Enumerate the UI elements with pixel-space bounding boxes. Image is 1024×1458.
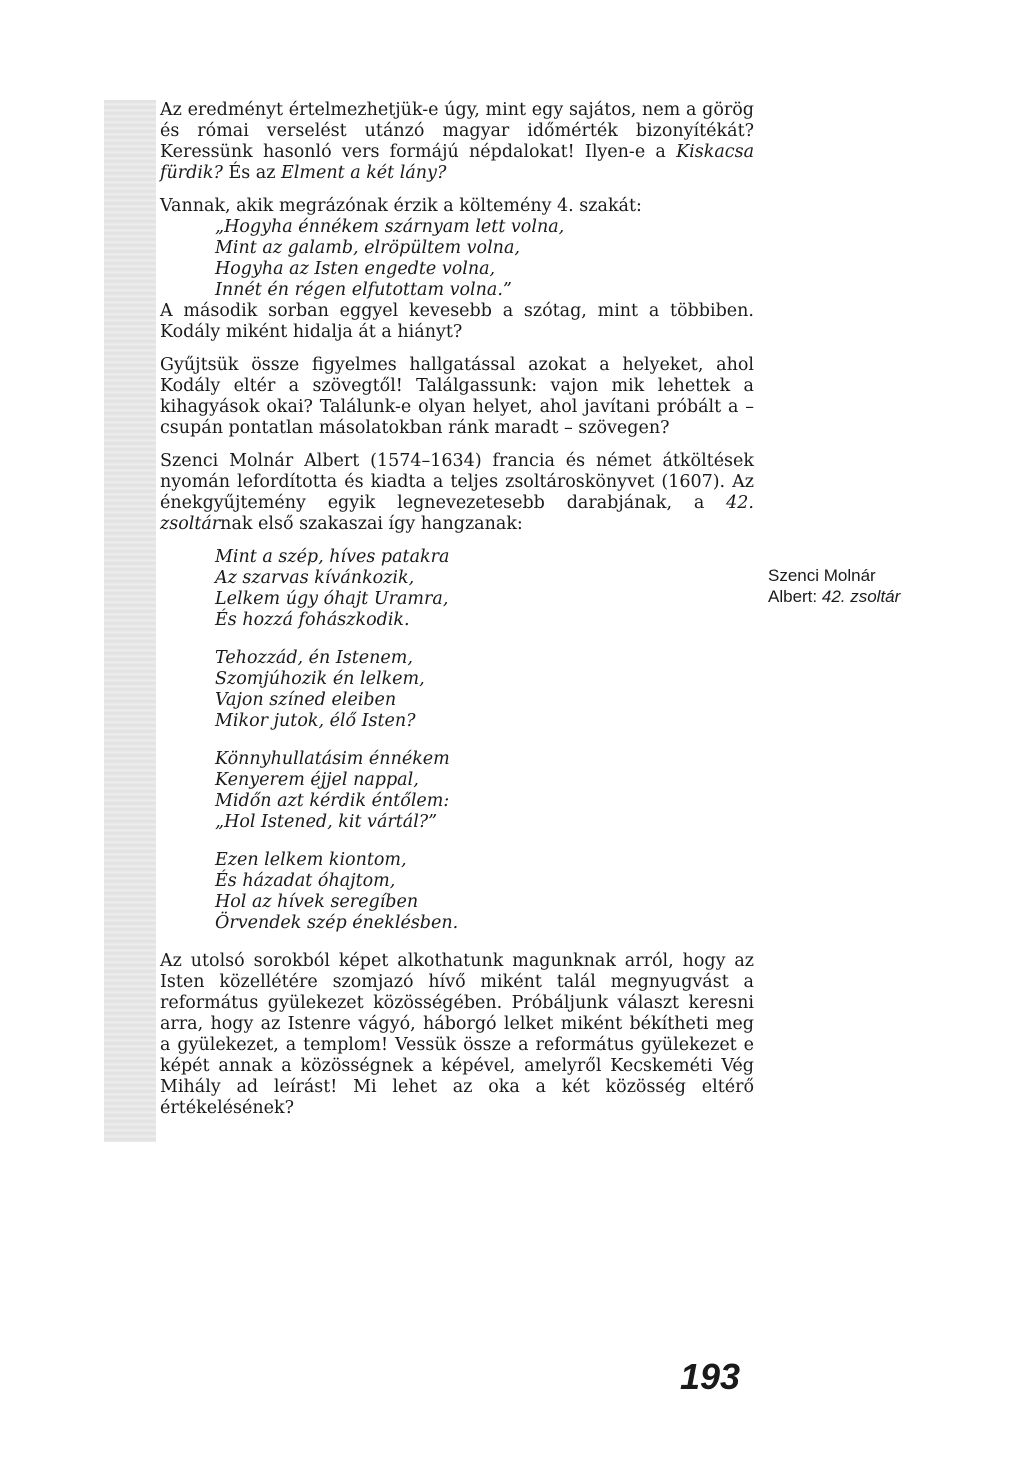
paragraph-1-text: Az eredményt értelmezhetjük-e úgy, mint egy sajátos, nem a görög és római verselést utánzó magyar időmérték bizonyítékát? Keressünk hasonló vers formájú népdalokat! Ilyen-e a: [160, 100, 754, 162]
margin-note-line-1: Szenci Molnár: [768, 566, 876, 585]
stanza-line: Mint az galamb, elröpültem volna,: [215, 238, 520, 258]
psalm-42: [215, 547, 754, 934]
psalm-line: Tehozzád, én Istenem,: [215, 648, 413, 668]
paragraph-1-joiner: És az: [222, 163, 282, 183]
song-title-elment: Elment a két lány?: [281, 163, 447, 183]
psalm-verse: [215, 648, 754, 732]
psalm-verse: [215, 850, 754, 934]
psalm-line: Midőn azt kérdik éntőlem:: [215, 791, 450, 811]
psalm-verse: [215, 547, 754, 631]
margin-note: [768, 565, 968, 607]
paragraph-4: [160, 451, 754, 535]
paragraph-4-end: nak első szakaszai így hangzanak:: [220, 514, 523, 534]
page-number: 193: [680, 1356, 741, 1397]
psalm-verse: [215, 749, 754, 833]
psalm-reference: 42. zsoltár: [160, 493, 754, 534]
psalm-line: Az szarvas kívánkozik,: [215, 568, 415, 588]
paragraph-5: Az utolsó sorokból képet alkothatunk magunknak arról, hogy az Isten közellétére szomjazó hívő miként talál megnyugvást a református gyülekezet közösségében. Próbáljunk választ keresni arra, hogy az Istenre vágyó, háborgó lelket miként békítheti meg a gyülekezet, a templom! Vessük össze a református gyülekezet e képét annak a közösségnek a képével, amelyről Kecskeméti Vég Mihály ad leírást! Mi lehet az oka a két közösség eltérő értékelésének?: [160, 951, 754, 1118]
paragraph-2-after: A második sorban eggyel kevesebb a szótag, mint a többiben. Kodály miként hidalja át a hiányt?: [160, 301, 754, 342]
stanza-line: Hogyha az Isten engedte volna,: [215, 259, 496, 279]
psalm-line: Szomjúhozik én lelkem,: [215, 669, 425, 689]
paragraph-2: [160, 196, 754, 343]
paragraph-4-text: Szenci Molnár Albert (1574–1634) francia és német átköltések nyomán lefordította és kiadta a teljes zsoltároskönyvet (1607). Az énekgyűjtemény egyik legnevezetesebb darabjának, a: [160, 451, 754, 513]
margin-note-line-2: [768, 586, 968, 607]
quoted-stanza: [215, 217, 754, 301]
psalm-line: Könnyhullatásim énnékem: [215, 749, 450, 769]
psalm-line: Lelkem úgy óhajt Uramra,: [215, 589, 449, 609]
psalm-line: Mint a szép, híves patakra: [215, 547, 450, 567]
psalm-line: Vajon színed eleiben: [215, 690, 397, 710]
psalm-line: Hol az hívek seregíben: [215, 892, 419, 912]
paragraph-3: Gyűjtsük össze figyelmes hallgatással azokat a helyeket, ahol Kodály eltér a szövegtől! Találgassunk: vajon mik lehettek a kihagyások okai? Találunk-e olyan helyet, ahol javítani próbált a – csupán pontatlan másolatokban ránk maradt – szövegen?: [160, 355, 754, 438]
song-title-kiskacsa: Kiskacsa fürdik?: [160, 142, 754, 183]
margin-note-psalm: 42. zsoltár: [821, 587, 901, 606]
stanza-line: Innét én régen elfutottam volna.”: [215, 280, 512, 300]
paragraph-1: [160, 100, 754, 184]
psalm-line: „Hol Istened, kit vártál?”: [215, 812, 438, 832]
main-text: [160, 100, 754, 1131]
psalm-line: És házadat óhajtom,: [215, 871, 396, 891]
paragraph-2-intro: Vannak, akik megrázónak érzik a költemény 4. szakát:: [160, 196, 642, 216]
psalm-line: És hozzá fohászkodik.: [215, 610, 410, 630]
stanza-line: „Hogyha énnékem szárnyam lett volna,: [215, 217, 565, 237]
psalm-line: Ezen lelkem kiontom,: [215, 850, 407, 870]
psalm-line: Mikor jutok, élő Isten?: [215, 711, 416, 731]
psalm-line: Kenyerem éjjel nappal,: [215, 770, 419, 790]
psalm-line: Örvendek szép éneklésben.: [215, 913, 459, 933]
scan-edge-shading: [104, 100, 156, 1142]
margin-note-author: Albert:: [768, 587, 822, 606]
